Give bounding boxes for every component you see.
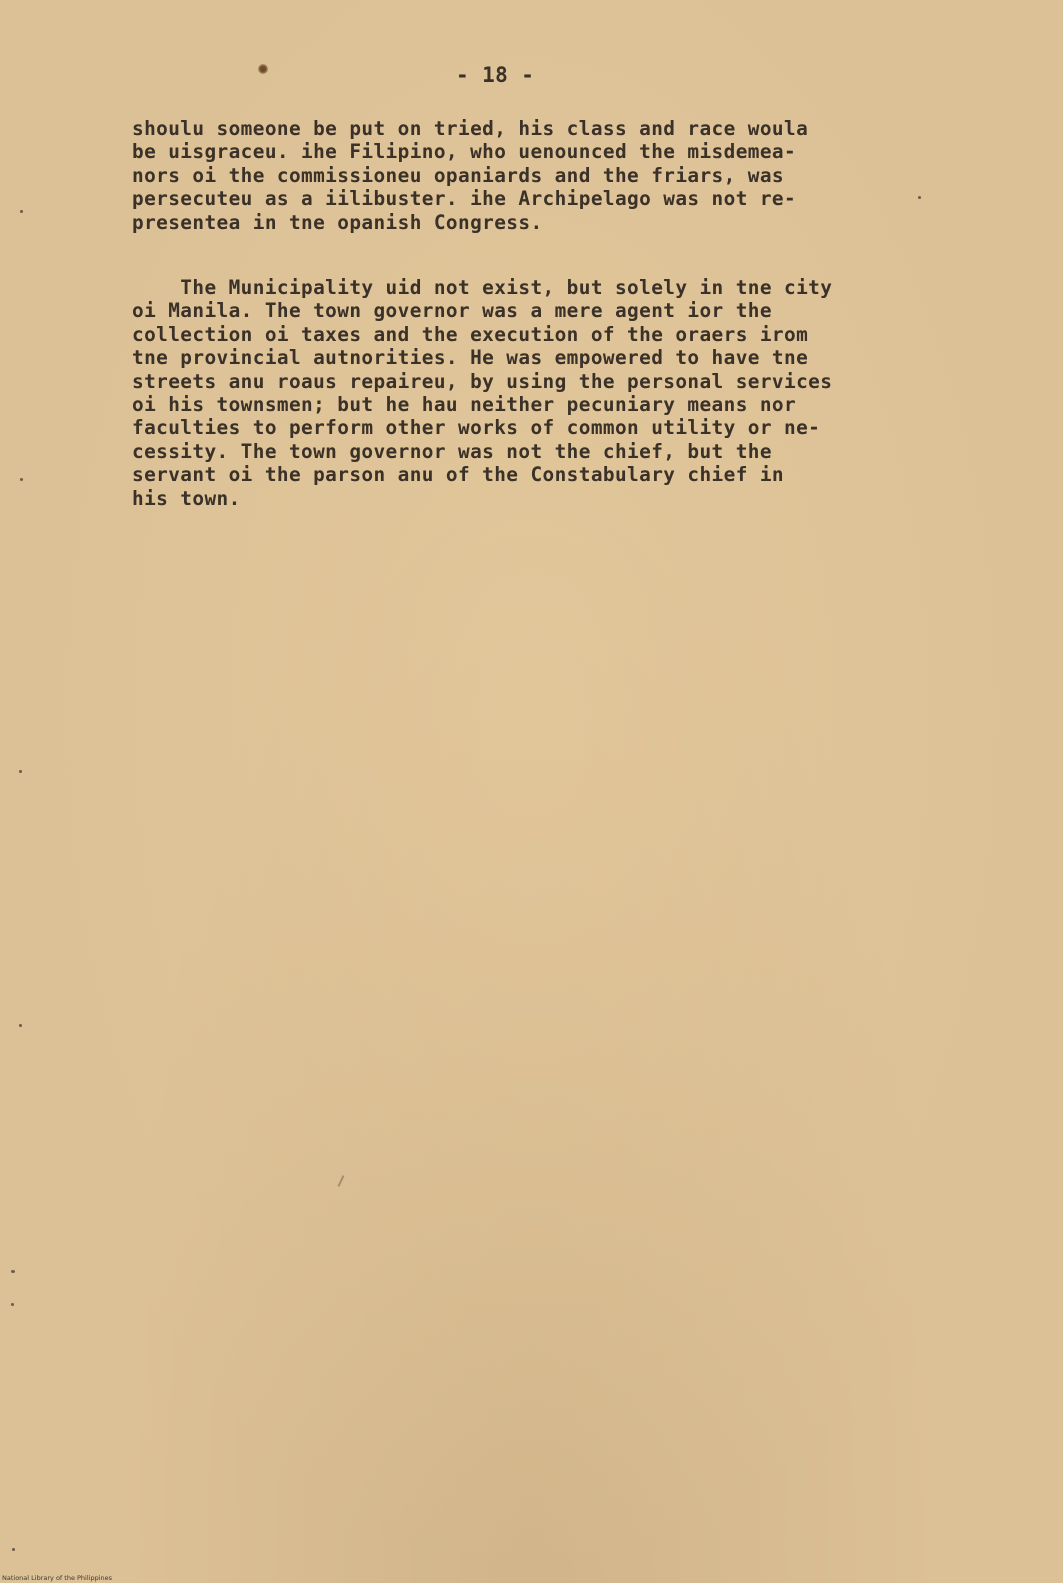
speck <box>11 1270 15 1273</box>
text-line: his town. <box>132 486 241 510</box>
text-line: oi Manila. The town governor was a mere agent ior the <box>132 299 772 323</box>
speck <box>19 770 22 773</box>
page-number: - 18 - <box>456 63 535 87</box>
speck <box>918 196 921 199</box>
text-line: persecuteu as a iilibuster. ihe Archipelago was not re- <box>132 187 797 211</box>
ink-blot <box>258 64 268 74</box>
speck <box>20 478 23 481</box>
text-line: collection oi taxes and the execution of the oraers irom <box>132 322 809 346</box>
text-line: faculties to perform other works of common utility or ne- <box>132 416 821 440</box>
library-footer: National Library of the Philippines <box>2 1574 113 1582</box>
text-line: presentea in tne opanish Congress. <box>132 210 543 234</box>
text-line: oi his townsmen; but he hau neither pecuniary means nor <box>132 393 797 417</box>
text-line: tne provincial autnorities. He was empowered to have tne <box>132 346 809 370</box>
text-line: The Municipality uid not exist, but solely in tne city <box>132 276 833 299</box>
text-line: cessity. The town governor was not the chief, but the <box>132 439 772 463</box>
text-line: be uisgraceu. ihe Filipino, who uenounced the misdemea- <box>132 140 797 164</box>
paragraph-2 <box>132 276 832 510</box>
speck <box>19 1024 22 1027</box>
speck <box>12 1548 15 1551</box>
paragraph-1 <box>132 117 808 234</box>
speck <box>11 1303 14 1306</box>
text-line: shoulu someone be put on tried, his class and race woula <box>132 117 809 140</box>
text-line: servant oi the parson anu of the Constabulary chief in <box>132 463 785 487</box>
text-line: nors oi the commissioneu opaniards and the friars, was <box>132 163 785 187</box>
paper-scratch <box>338 1175 345 1187</box>
text-line: streets anu roaus repaireu, by using the personal services <box>132 369 833 393</box>
speck <box>20 210 23 213</box>
